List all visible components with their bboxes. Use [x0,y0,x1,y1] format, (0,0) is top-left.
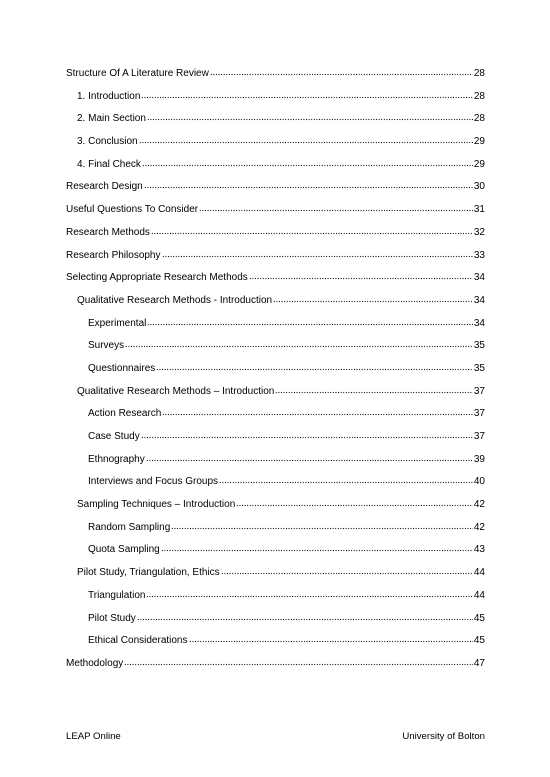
toc-link[interactable] [88,314,485,331]
toc-entry-title: Quota Sampling [88,544,160,556]
toc-entry-title: Pilot Study, Triangulation, Ethics [77,567,220,579]
toc-entry [66,426,485,449]
toc-entry-page-number: 42 [473,521,485,533]
toc-dot-leader [147,109,473,121]
toc-link[interactable] [88,540,485,557]
toc-dot-leader [146,450,473,462]
toc-link[interactable] [77,382,485,399]
toc-dot-leader [161,540,473,552]
toc-dot-leader [275,382,473,394]
footer-left-text: LEAP Online [66,731,121,742]
toc-entry-page-number: 37 [473,431,485,442]
toc-dot-leader [162,404,473,416]
toc-link[interactable] [88,404,485,421]
toc-entry-title: Selecting Appropriate Research Methods [66,272,248,284]
toc-link[interactable] [77,155,485,172]
toc-entry-title: Action Research [88,408,162,420]
toc-link[interactable] [77,291,485,308]
toc-entry [66,608,485,631]
toc-entry [66,313,485,336]
toc-link[interactable] [88,450,485,467]
toc-entry-title: Methodology [66,657,124,669]
toc-dot-leader [144,177,473,189]
toc-dot-leader [124,654,473,666]
toc-dot-leader [273,291,473,303]
toc-entry [66,403,485,426]
toc-entry [66,517,485,540]
toc-entry [66,154,485,177]
toc-entry-title: Structure Of A Literature Review [66,68,209,79]
toc-dot-leader [236,495,473,507]
toc-link[interactable] [77,87,485,104]
toc-entry-page-number: 45 [473,612,485,624]
toc-entry-page-number: 34 [473,294,485,306]
toc-dot-leader [147,314,473,326]
toc-entry-page-number: 29 [473,136,485,148]
toc-entry-page-number: 39 [473,453,485,465]
toc-link[interactable] [77,563,485,580]
toc-entry-page-number: 35 [473,362,485,374]
toc-entry-page-number: 30 [473,181,485,193]
toc-entry-title: 1. Introduction [77,90,141,102]
toc-dot-leader [141,87,473,99]
toc-entry-title: Useful Questions To Consider [66,204,199,216]
toc-entry [66,585,485,608]
toc-dot-leader [142,155,473,167]
toc-entry-title: Research Design [66,181,143,193]
toc-entry-title: Qualitative Research Methods – Introduction [77,385,275,397]
toc-entry [66,449,485,472]
page-footer [66,731,485,743]
toc-entry-page-number: 33 [473,249,485,261]
toc-entry-page-number: 31 [473,204,485,216]
toc-dot-leader [156,359,473,371]
toc-entry-page-number: 28 [473,90,485,102]
toc-entry-page-number: 35 [473,340,485,352]
toc-entry-title: Questionnaires [88,362,156,374]
toc-dot-leader [219,472,473,484]
toc-entry-title: Research Methods [66,226,150,238]
toc-entry [66,562,485,585]
toc-entry-title: Surveys [88,340,125,352]
toc-link[interactable] [66,177,485,194]
toc-entry [66,245,485,268]
toc-entry [66,176,485,199]
toc-link[interactable] [88,359,485,376]
toc-link[interactable] [88,609,485,626]
toc-entry-title: Qualitative Research Methods - Introduction [77,294,273,306]
toc-link[interactable] [77,132,485,149]
toc-entry-page-number: 32 [473,226,485,238]
table-of-contents [66,63,485,676]
footer-right-text: University of Bolton [402,731,485,742]
toc-entry-title: Random Sampling [88,521,171,533]
toc-entry [66,335,485,358]
toc-link[interactable] [66,654,485,671]
toc-entry [66,290,485,313]
toc-dot-leader [171,518,473,530]
toc-entry [66,86,485,109]
toc-entry [66,539,485,562]
toc-entry-page-number: 44 [473,589,485,601]
toc-entry [66,653,485,676]
toc-entry-title: Sampling Techniques – Introduction [77,499,236,511]
toc-dot-leader [146,586,472,598]
toc-entry [66,63,485,86]
toc-entry [66,108,485,131]
toc-entry-title: Ethical Considerations [88,635,188,647]
toc-entry-page-number: 44 [473,567,485,579]
toc-dot-leader [139,132,473,144]
toc-link[interactable] [66,268,485,285]
toc-link[interactable] [88,336,485,353]
toc-link[interactable] [77,109,485,126]
toc-entry [66,131,485,154]
toc-entry-page-number: 34 [473,272,485,284]
toc-entry-page-number: 29 [473,158,485,170]
toc-link[interactable] [88,518,485,535]
toc-dot-leader [162,246,473,258]
toc-entry-title: 3. Conclusion [77,136,138,148]
toc-dot-leader [151,223,473,235]
toc-entry [66,494,485,517]
toc-entry-page-number: 37 [473,408,485,420]
toc-entry [66,381,485,404]
toc-entry-page-number: 28 [473,68,485,79]
toc-entry-page-number: 43 [473,544,485,556]
toc-entry-title: Triangulation [88,589,146,601]
toc-dot-leader [221,563,473,575]
toc-entry-title: Pilot Study [88,612,136,624]
toc-entry-page-number: 40 [473,476,485,488]
toc-entry [66,471,485,494]
toc-entry-page-number: 28 [473,113,485,125]
toc-entry-page-number: 37 [473,385,485,397]
toc-link[interactable] [88,427,485,444]
toc-entry-title: Experimental [88,317,147,329]
toc-link[interactable] [66,223,485,240]
toc-link[interactable] [88,631,485,648]
toc-entry-title: Research Philosophy [66,249,161,261]
toc-entry [66,267,485,290]
toc-link[interactable] [66,200,485,217]
toc-link[interactable] [77,495,485,512]
toc-entry-title: Interviews and Focus Groups [88,476,219,488]
toc-entry [66,199,485,222]
toc-entry-page-number: 47 [473,657,485,669]
toc-dot-leader [249,268,473,280]
toc-dot-leader [137,609,473,621]
toc-entry-page-number: 45 [473,635,485,647]
toc-dot-leader [199,200,473,212]
toc-entry [66,630,485,653]
toc-link[interactable] [66,246,485,263]
toc-entry-page-number: 34 [473,317,485,329]
toc-entry-title: 4. Final Check [77,158,141,170]
toc-link[interactable] [88,472,485,489]
toc-dot-leader [125,336,473,348]
toc-link[interactable] [66,64,485,81]
toc-entry [66,358,485,381]
toc-entry-title: Case Study [88,431,140,442]
toc-entry-title: Ethnography [88,453,145,465]
toc-dot-leader [210,64,473,76]
toc-entry-page-number: 42 [473,499,485,511]
toc-dot-leader [141,427,473,439]
toc-entry [66,222,485,245]
toc-entry-title: 2. Main Section [77,113,146,125]
toc-link[interactable] [88,586,485,603]
toc-dot-leader [189,631,473,643]
